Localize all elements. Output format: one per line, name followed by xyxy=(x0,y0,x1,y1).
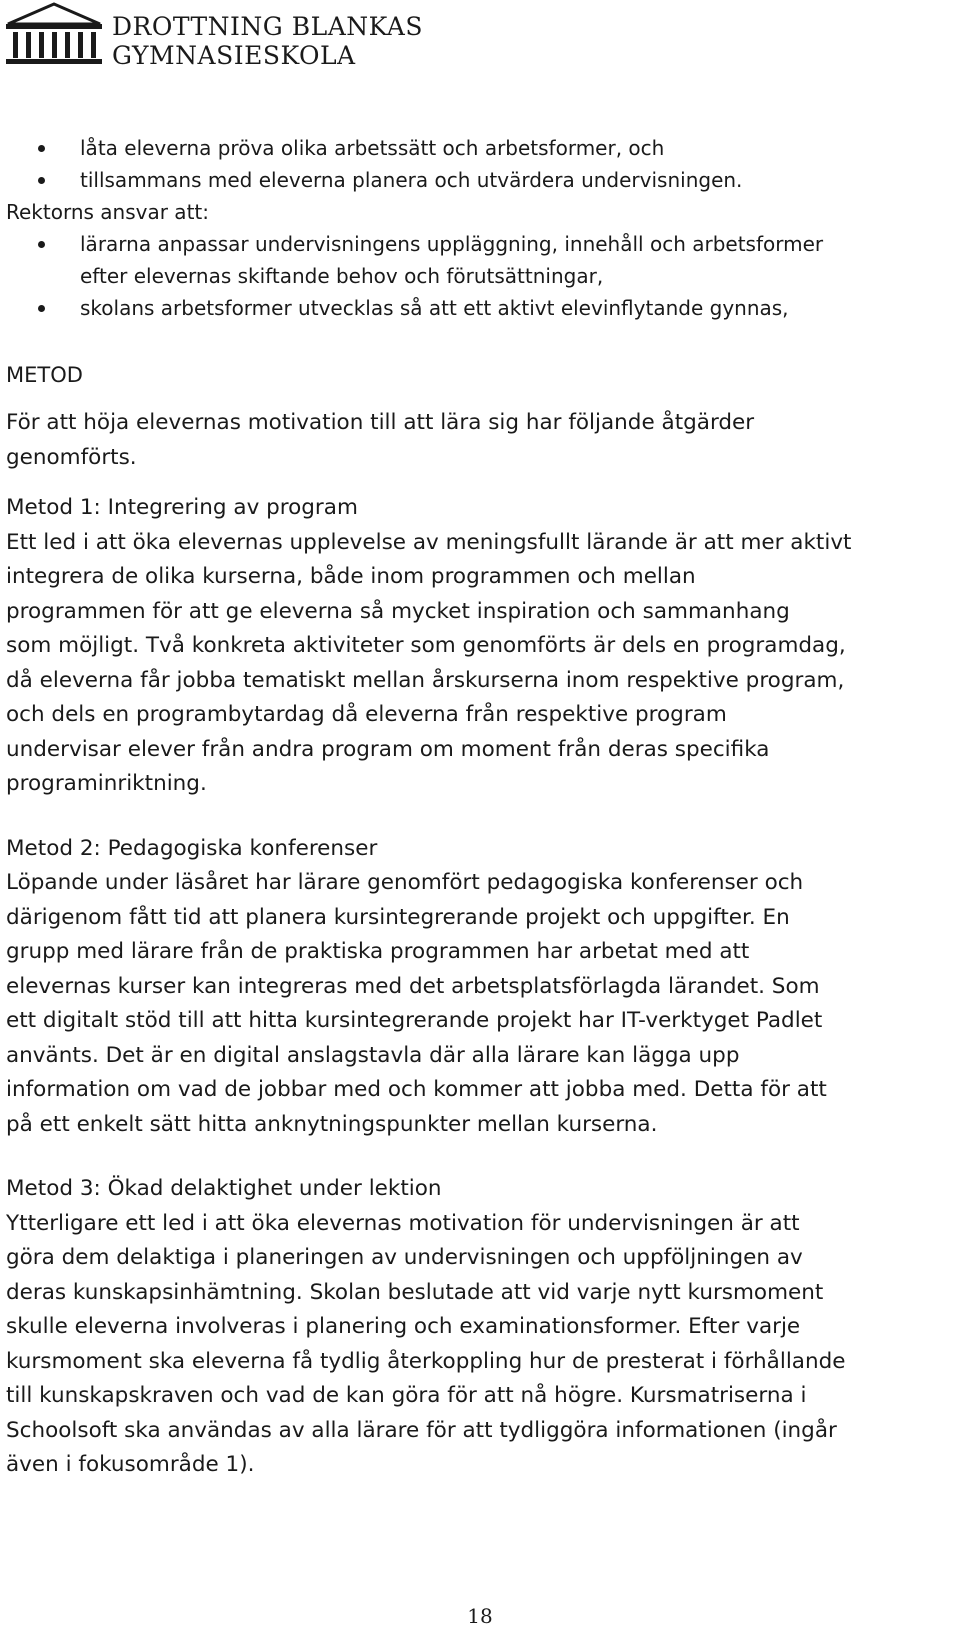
document-body xyxy=(6,132,954,1483)
principal-heading: Rektorns ansvar att: xyxy=(6,200,209,224)
method-1-paragraph: Ett led i att öka elevernas upplevelse av meningsfullt lärande är att mer aktivt integrera de olika kurserna, både inom programmen och mellan programmen för att ge eleverna så mycket inspiration och sammanhang som möjligt. Två konkreta aktiviteter som genomförts är dels en programdag, då eleverna får jobba tematiskt mellan årskurserna inom respektive program, och dels en programbytardag då eleverna från respektive program undervisar elever från andra program om moment från deras specifika programinriktning. xyxy=(6,529,852,796)
list-item: lärarna anpassar undervisningens uppläggning, innehåll och arbetsformer efter elevernas skiftande behov och förutsättningar, xyxy=(6,228,954,292)
school-name-line-2: GYMNASIESKOLA xyxy=(112,41,356,70)
list-item: låta eleverna pröva olika arbetssätt och arbetsformer, och xyxy=(6,132,954,164)
method-1-title: Metod 1: Integrering av program xyxy=(6,495,358,520)
list-item: skolans arbetsformer utvecklas så att ett aktivt elevinflytande gynnas, xyxy=(6,292,954,324)
method-3-title: Metod 3: Ökad delaktighet under lektion xyxy=(6,1176,442,1201)
method-2-paragraph: Löpande under läsåret har lärare genomfört pedagogiska konferenser och därigenom fått tid att planera kursintegrerande projekt och uppgifter. En grupp med lärare från de praktiska programmen har arbetat med att elevernas kurser kan integreras med det arbetsplatsförlagda lärandet. Som ett digitalt stöd till att hitta kursintegrerande projekt har IT-verktyget Padlet använts. Det är en digital anslagstavla där alla lärare kan lägga upp information om vad de jobbar med och kommer att jobba med. Detta för att på ett enkelt sätt hitta anknytningspunkter mellan kurserna. xyxy=(6,870,827,1137)
section-heading-metod: METOD xyxy=(6,363,83,387)
method-3-paragraph: Ytterligare ett led i att öka elevernas motivation för undervisningen är att göra dem delaktiga i planeringen av undervisningen och uppföljningen av deras kunskapsinhämtning. Skolan beslutade att vid varje nytt kursmoment skulle eleverna involveras i planering och examinationsformer. Efter varje kursmoment ska eleverna få tydlig återkoppling hur de presterat i förhållande till kunskapskraven och vad de kan göra för att nå högre. Kursmatriserna i Schoolsoft ska användas av alla lärare för att tydliggöra informationen (ingår även i fokusområde 1). xyxy=(6,1210,846,1477)
school-name xyxy=(112,12,423,70)
page-number: 18 xyxy=(467,1604,493,1628)
bullet-icon xyxy=(38,305,45,312)
page-header xyxy=(4,2,424,68)
school-name-line-1: DROTTNING BLANKAS xyxy=(112,12,423,41)
bullet-icon xyxy=(38,177,45,184)
bullet-icon xyxy=(38,241,45,248)
method-2-title: Metod 2: Pedagogiska konferenser xyxy=(6,835,378,861)
school-building-logo-icon xyxy=(4,2,104,68)
list-item: tillsammans med eleverna planera och utvärdera undervisningen. xyxy=(6,164,954,196)
intro-paragraph: För att höja elevernas motivation till att lära sig har följande åtgärder genomförts. xyxy=(6,410,755,470)
bullet-icon xyxy=(38,145,45,152)
